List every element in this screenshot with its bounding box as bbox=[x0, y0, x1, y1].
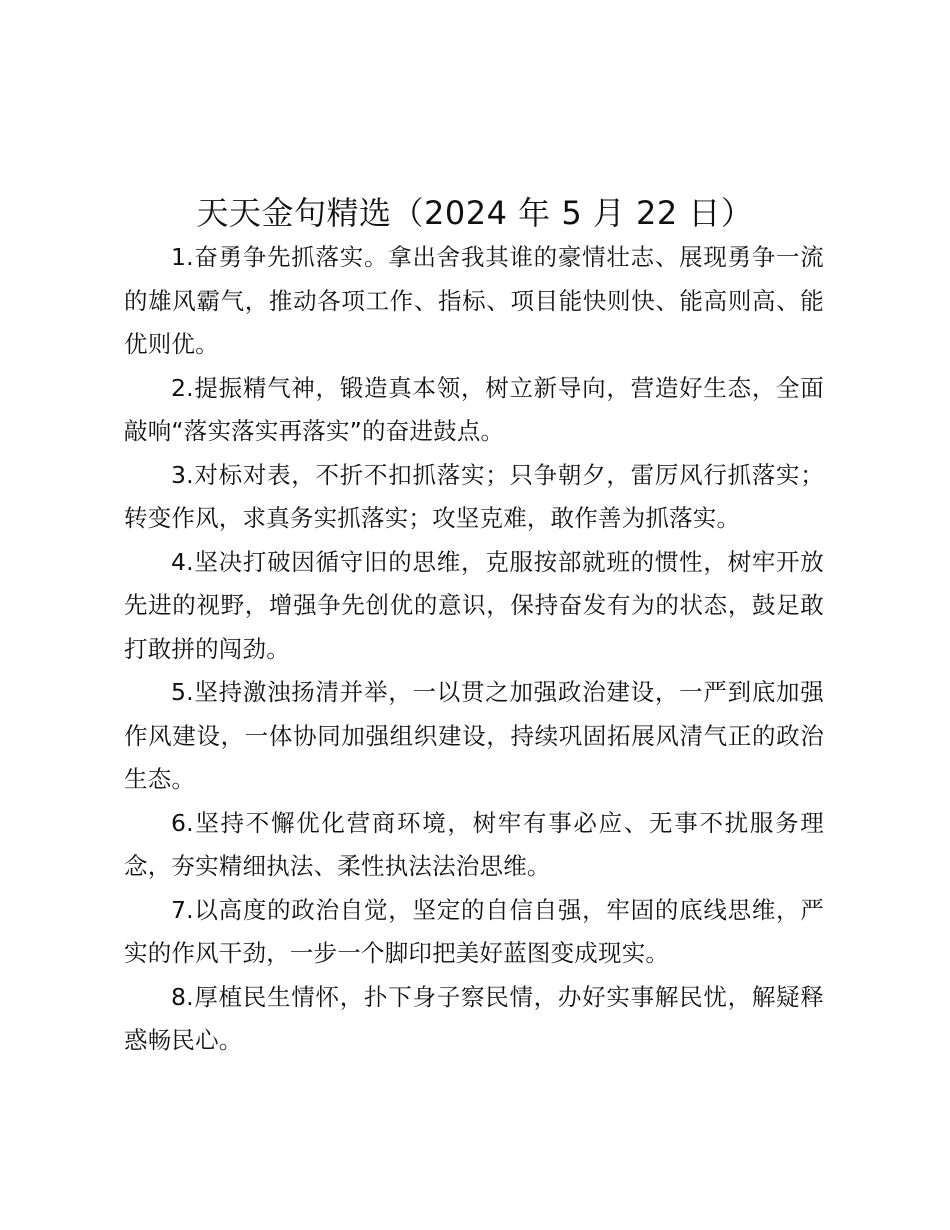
paragraph-4: 4.坚决打破因循守旧的思维，克服按部就班的惯性，树牢开放先进的视野，增强争先创优的意识，保持奋发有为的状态，鼓足敢打敢拼的闯劲。 bbox=[124, 547, 824, 663]
paragraph-7: 7.以高度的政治自觉，坚定的自信自强，牢固的底线思维，严实的作风干劲，一步一个脚印把美好蓝图变成现实。 bbox=[124, 895, 824, 967]
document-title: 天天金句精选（2024 年 5 月 22 日） bbox=[196, 194, 754, 233]
paragraph-3: 3.对标对表，不折不扣抓落实；只争朝夕，雷厉风行抓落实；转变作风，求真务实抓落实；攻坚克难，敢作善为抓落实。 bbox=[124, 460, 824, 532]
document-body bbox=[124, 236, 824, 1063]
paragraph-5: 5.坚持激浊扬清并举，一以贯之加强政治建设，一严到底加强作风建设，一体协同加强组织建设，持续巩固拓展风清气正的政治生态。 bbox=[124, 678, 824, 793]
paragraph-6: 6.坚持不懈优化营商环境，树牢有事必应、无事不扰服务理念，夯实精细执法、柔性执法法治思维。 bbox=[124, 808, 824, 880]
paragraph-8: 8.厚植民生情怀，扑下身子察民情，办好实事解民忧，解疑释惑畅民心。 bbox=[124, 982, 824, 1054]
paragraph-1: 1.奋勇争先抓落实。拿出舍我其谁的豪情壮志、展现勇争一流的雄风霸气，推动各项工作、指标、项目能快则快、能高则高、能优则优。 bbox=[124, 243, 824, 358]
paragraph-2: 2.提振精气神，锻造真本领，树立新导向，营造好生态，全面敲响“落实落实再落实”的奋进鼓点。 bbox=[124, 373, 824, 445]
